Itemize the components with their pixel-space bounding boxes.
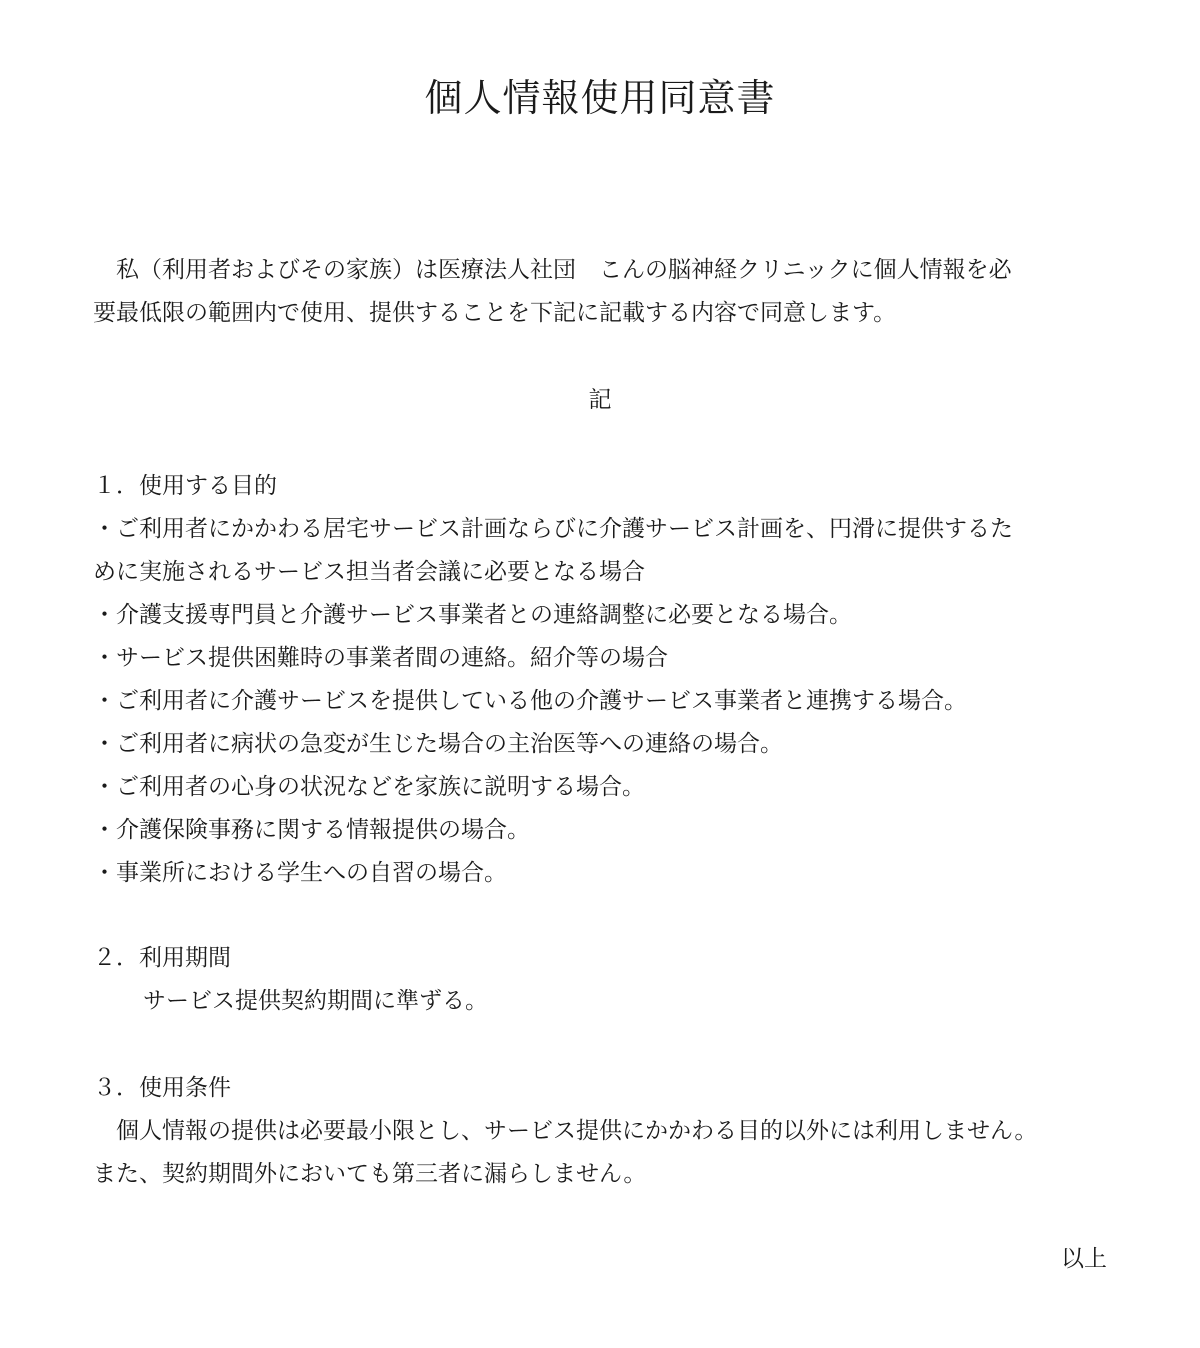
section-heading: １．使用する目的 bbox=[93, 473, 277, 499]
section-heading: ２．利用期間 bbox=[93, 945, 231, 971]
document-title: 個人情報使用同意書 bbox=[424, 76, 776, 120]
section-body: サービス提供契約期間に準ずる。 bbox=[143, 988, 488, 1014]
list-item: ・介護支援専門員と介護サービス事業者との連絡調整に必要となる場合。 bbox=[93, 602, 852, 628]
section-period bbox=[93, 936, 1113, 1022]
list-item: ・ご利用者の心身の状況などを家族に説明する場合。 bbox=[93, 774, 645, 800]
intro-line-2: 要最低限の範囲内で使用、提供することを下記に記載する内容で同意します。 bbox=[93, 300, 897, 326]
section-conditions bbox=[93, 1066, 1113, 1195]
intro-paragraph bbox=[93, 248, 1113, 334]
section-body: 個人情報の提供は必要最小限とし、サービス提供にかかわる目的以外には利用しません。 bbox=[116, 1118, 1038, 1144]
section-body: また、契約期間外においても第三者に漏らしません。 bbox=[93, 1161, 647, 1187]
section-purpose bbox=[93, 464, 1113, 894]
ki-label: 記 bbox=[588, 387, 612, 413]
intro-line-1: 私（利用者およびその家族）は医療法人社団 こんの脳神経クリニックに個人情報を必 bbox=[116, 257, 1012, 283]
list-item: ・事業所における学生への自習の場合。 bbox=[93, 860, 507, 886]
list-item: ・介護保険事務に関する情報提供の場合。 bbox=[93, 817, 530, 843]
section-heading: ３．使用条件 bbox=[93, 1075, 231, 1101]
closing-mark: 以上 bbox=[1061, 1246, 1107, 1272]
list-item: ・ご利用者に病状の急変が生じた場合の主治医等への連絡の場合。 bbox=[93, 731, 783, 757]
list-item: ・ご利用者に介護サービスを提供している他の介護サービス事業者と連携する場合。 bbox=[93, 688, 967, 714]
list-item: めに実施されるサービス担当者会議に必要となる場合 bbox=[93, 559, 645, 585]
list-item: ・サービス提供困難時の事業者間の連絡。紹介等の場合 bbox=[93, 645, 668, 671]
list-item: ・ご利用者にかかわる居宅サービス計画ならびに介護サービス計画を、円滑に提供するた bbox=[93, 516, 1013, 542]
